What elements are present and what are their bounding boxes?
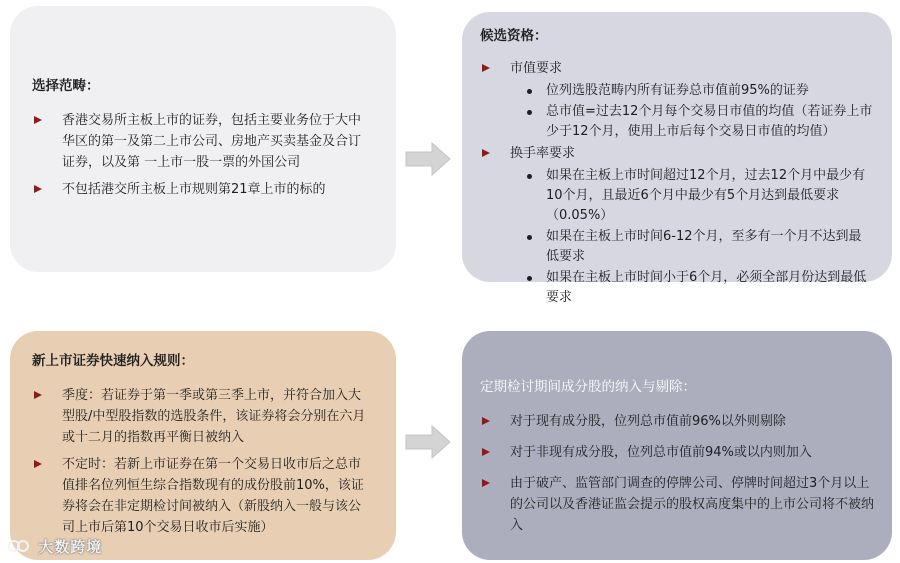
triangle-bullet-icon	[34, 460, 42, 468]
turnover-point	[480, 166, 874, 226]
periodic-review-title: 定期检讨期间成分股的纳入与剔除：	[480, 379, 696, 395]
candidate-qualification-box	[462, 12, 892, 305]
fast-entry-box	[10, 331, 396, 560]
dot-bullet-icon	[527, 235, 532, 240]
market-cap-point-text: 总市值=过去12个月每个交易日市值的均值（若证券上市少于12个月，使用上市后每个交易日市值的均值）	[546, 104, 873, 139]
candidate-qualification-title: 候选资格：	[480, 28, 548, 44]
triangle-bullet-icon	[34, 185, 42, 193]
periodic-review-item	[480, 411, 874, 432]
fast-entry-item-text: 季度：若证券于第一季或第三季上市，并符合加入大型股/中型股指数的选股条件，该证券将会分别在六月或十二月的指数再平衡日被纳入	[62, 388, 366, 445]
turnover-point	[480, 227, 874, 267]
watermark-text: 大数跨境	[38, 538, 103, 556]
selection-scope-box	[10, 6, 396, 272]
triangle-bullet-icon	[482, 417, 490, 425]
market-cap-heading-item	[480, 58, 874, 79]
turnover-heading-item	[480, 143, 874, 164]
triangle-bullet-icon	[482, 448, 490, 456]
turnover-point-text: 如果在主板上市时间超过12个月，过去12个月中最少有10个月，且最近6个月中最少有5个月达到最低要求（0.05%）	[546, 168, 866, 223]
triangle-bullet-icon	[482, 149, 490, 157]
market-cap-point	[480, 102, 874, 142]
dot-bullet-icon	[527, 276, 532, 281]
market-cap-heading: 市值要求	[510, 61, 563, 76]
right-arrow-icon	[404, 424, 452, 460]
periodic-review-item	[480, 473, 874, 536]
triangle-bullet-icon	[482, 479, 490, 487]
dot-bullet-icon	[527, 89, 532, 94]
selection-scope-title: 选择范畴：	[32, 78, 100, 94]
periodic-review-box	[462, 331, 892, 560]
turnover-point-text: 如果在主板上市时间小于6个月，必须全部月份达到最低要求	[546, 270, 867, 305]
fast-entry-item	[32, 385, 372, 448]
dot-bullet-icon	[527, 174, 532, 179]
turnover-heading: 换手率要求	[510, 146, 576, 161]
selection-scope-item-text: 不包括港交所主板上市规则第21章上市的标的	[62, 182, 326, 197]
fast-entry-item-text: 不定时：若新上市证券在第一个交易日收市后之总市值排名位列恒生综合指数现有的成份股前10%，该证券将会在非定期检讨间被纳入（新股纳入一般与该公司上市后第10个交易日收市后实施）	[62, 457, 364, 535]
fast-entry-title: 新上市证券快速纳入规则：	[32, 353, 194, 369]
market-cap-point-text: 位列选股范畴内所有证券总市值前95%的证券	[546, 83, 809, 98]
selection-scope-item	[32, 179, 372, 200]
market-cap-point	[480, 81, 874, 101]
periodic-review-item-text: 对于非现有成分股，位列总市值前94%或以内则加入	[510, 445, 812, 460]
triangle-bullet-icon	[34, 116, 42, 124]
periodic-review-item-text: 对于现有成分股，位列总市值前96%以外则剔除	[510, 414, 786, 429]
watermark	[8, 536, 102, 557]
triangle-bullet-icon	[34, 391, 42, 399]
turnover-point	[480, 268, 874, 308]
selection-scope-item	[32, 110, 372, 173]
triangle-bullet-icon	[482, 64, 490, 72]
selection-scope-item-text: 香港交易所主板上市的证券，包括主要业务位于大中华区的第一及第二上市公司、房地产买卖基金及合订证券，以及第 一上市一股一票的外国公司	[62, 113, 362, 170]
dot-bullet-icon	[527, 110, 532, 115]
right-arrow-icon	[404, 141, 452, 177]
periodic-review-item-text: 由于破产、监管部门调查的停牌公司、停牌时间超过3个月以上的公司以及香港证监会提示的股权高度集中的上市公司将不被纳入	[510, 476, 875, 533]
fast-entry-item	[32, 454, 372, 538]
turnover-point-text: 如果在主板上市时间6-12个月，至多有一个月不达到最低要求	[546, 229, 862, 264]
periodic-review-item	[480, 442, 874, 463]
watermark-logo-icon	[8, 538, 30, 554]
